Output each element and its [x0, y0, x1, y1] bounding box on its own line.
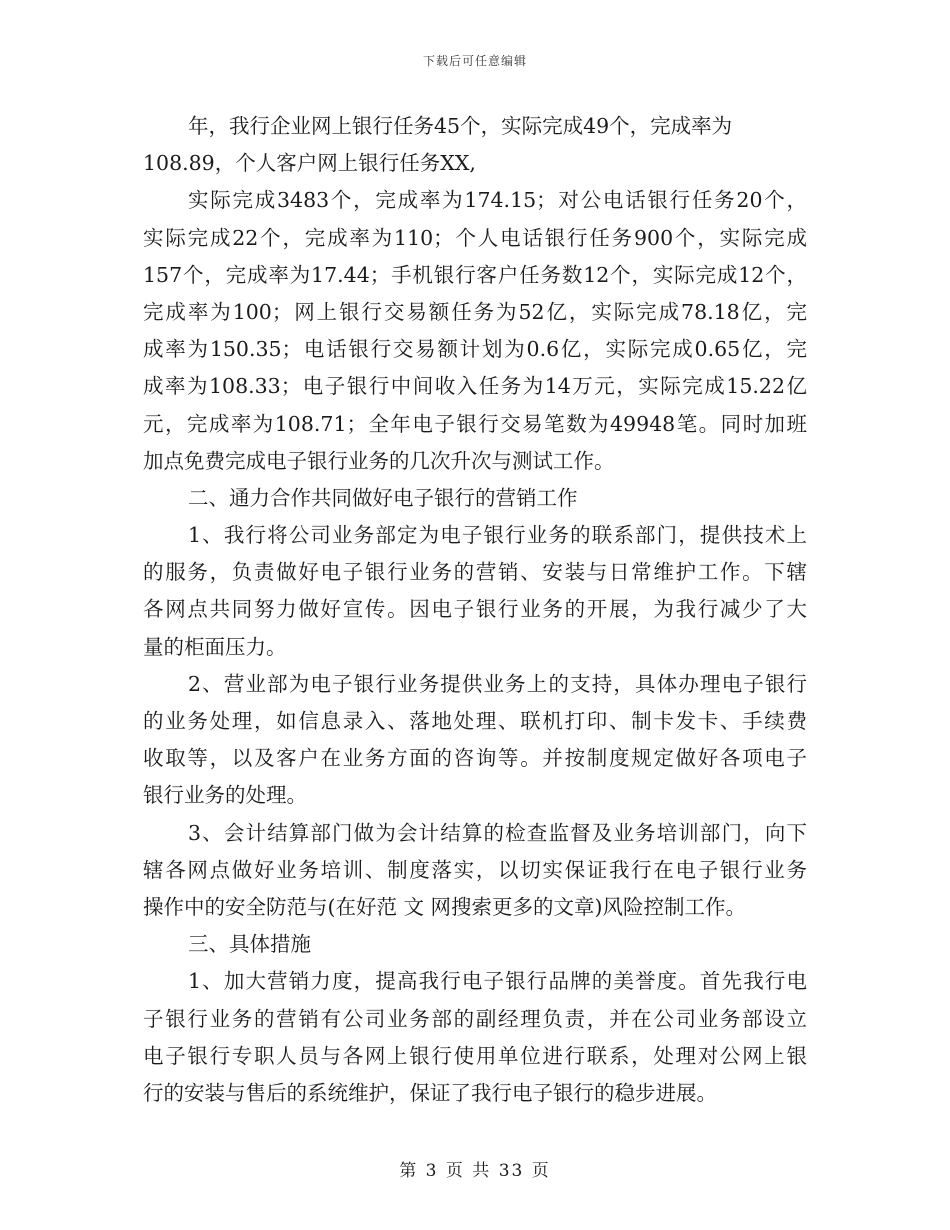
- text-line: 辖各网点做好业务培训、制度落实，以切实保证我行在电子银行业务: [143, 857, 807, 882]
- text-line: 银行业务的处理。: [143, 783, 307, 808]
- document-body: [143, 108, 807, 1112]
- text-line: 3、会计结算部门做为会计结算的检查监督及业务培训部门，向下: [188, 820, 807, 845]
- text-line: 子银行业务的营销有公司业务部的副经理负责，并在公司业务部设立: [143, 1006, 807, 1031]
- text-line: 电子银行专职人员与各网上银行使用单位进行联系，处理对公网上银: [143, 1043, 807, 1068]
- text-line: 年，我行企业网上银行任务45个，实际完成49个，完成率为: [188, 114, 733, 138]
- text-line: 1、我行将公司业务部定为电子银行业务的联系部门，提供技术上: [188, 523, 807, 548]
- text-line: 量的柜面压力。: [143, 634, 287, 659]
- text-line: 实际完成22个，完成率为110；个人电话银行任务900个，实际完成: [143, 225, 807, 250]
- text-line: 各网点共同努力做好宣传。因电子银行业务的开展，为我行减少了大: [143, 597, 807, 622]
- text-line: 三、具体措施: [188, 932, 311, 957]
- text-line: 2、营业部为电子银行业务提供业务上的支持，具体办理电子银行: [188, 671, 807, 696]
- text-line: 成率为108.33；电子银行中间收入任务为14万元，实际完成15.22亿: [143, 374, 807, 399]
- text-line: 的服务，负责做好电子银行业务的营销、安装与日常维护工作。下辖: [143, 560, 807, 585]
- page-footer: 第 3 页 共 33 页: [399, 1161, 551, 1181]
- page-header: 下载后可任意编辑: [422, 54, 527, 68]
- text-line: 157个，完成率为17.44；手机银行客户任务数12个，实际完成12个，: [143, 262, 807, 287]
- text-line: 成率为150.35；电话银行交易额计划为0.6亿，实际完成0.65亿，完: [143, 337, 807, 362]
- text-line: 操作中的安全防范与(在好范 文 网搜索更多的文章)风险控制工作。: [143, 894, 747, 919]
- text-line: 1、加大营销力度，提高我行电子银行品牌的美誉度。首先我行电: [188, 969, 807, 994]
- text-line: 的业务处理，如信息录入、落地处理、联机打印、制卡发卡、手续费: [143, 709, 807, 733]
- text-line: 二、通力合作共同做好电子银行的营销工作: [188, 485, 578, 510]
- text-line: 实际完成3483个，完成率为174.15；对公电话银行任务20个，: [188, 188, 807, 213]
- text-line: 完成率为100；网上银行交易额任务为52亿，实际完成78.18亿，完: [143, 299, 807, 324]
- text-line: 行的安装与售后的系统维护，保证了我行电子银行的稳步进展。: [143, 1080, 717, 1105]
- text-line: 108.89，个人客户网上银行任务XX,: [143, 151, 476, 176]
- text-line: 加点免费完成电子银行业务的几次升次与测试工作。: [143, 448, 615, 473]
- text-line: 收取等，以及客户在业务方面的咨询等。并按制度规定做好各项电子: [143, 746, 807, 771]
- text-line: 元，完成率为108.71；全年电子银行交易笔数为49948笔。同时加班: [143, 411, 807, 436]
